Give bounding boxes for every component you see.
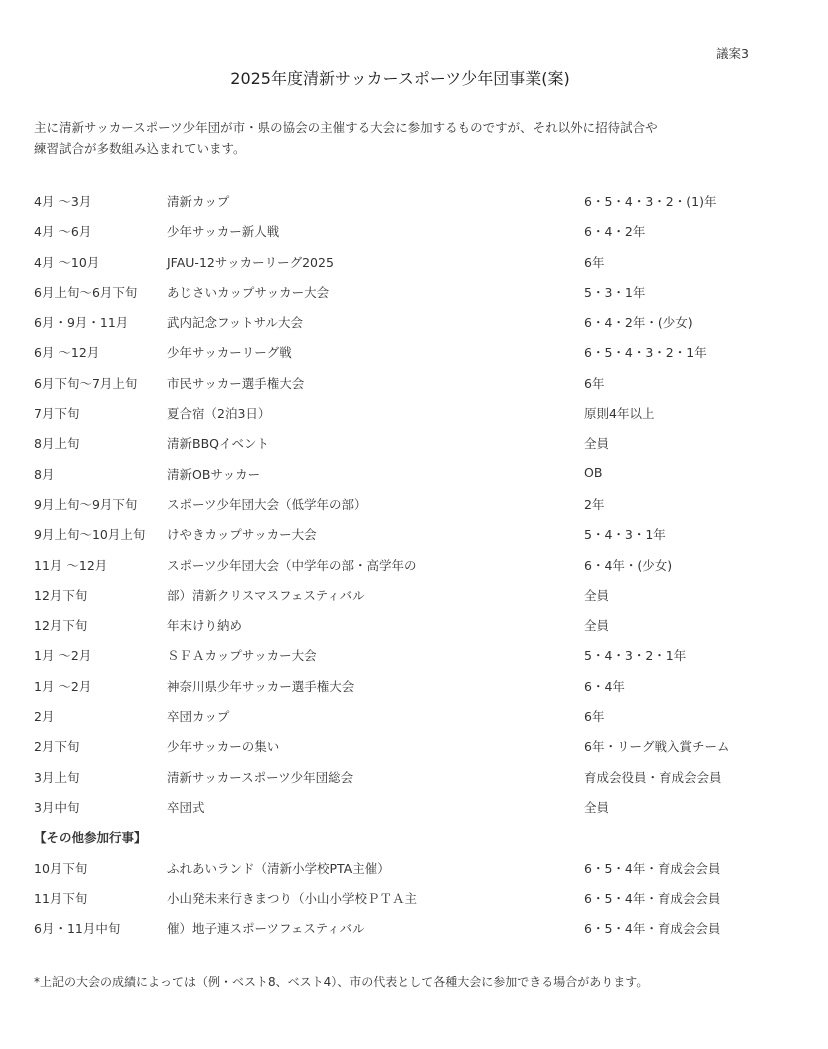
- row-target: 5・4・3・2・1年: [584, 648, 687, 664]
- row-event: 年末けり納め: [167, 618, 243, 634]
- schedule-row: [0, 521, 828, 551]
- row-target: 5・4・3・1年: [584, 527, 666, 543]
- schedule-row: [0, 764, 828, 794]
- other-event-row: [0, 885, 828, 915]
- schedule-row: [0, 339, 828, 369]
- row-event: 神奈川県少年サッカー選手権大会: [167, 678, 355, 694]
- row-target: 6・4・2年・(少女): [584, 315, 693, 331]
- schedule-row: [0, 461, 828, 491]
- schedule-row: [0, 612, 828, 642]
- row-date: 4月 ～3月: [34, 194, 92, 209]
- row-target: 全員: [584, 587, 610, 603]
- intro-line-2: 練習試合が多数組み込まれています。: [34, 141, 246, 156]
- row-target: 育成会役員・育成会会員: [584, 769, 722, 785]
- row-target: 全員: [584, 618, 610, 634]
- row-date: 2月: [34, 709, 55, 725]
- schedule-row: [0, 370, 828, 400]
- row-date: 6月下旬～7月上旬: [34, 375, 138, 391]
- other-event-row: [0, 915, 828, 945]
- row-date: 7月下旬: [34, 406, 80, 422]
- row-target: 6・5・4年・育成会会員: [584, 921, 721, 937]
- row-target: 6年・リーグ戦入賞チーム: [584, 739, 730, 755]
- row-event: 卒団カップ: [167, 709, 230, 725]
- row-event: スポーツ少年団大会（中学年の部・高学年の: [167, 557, 417, 573]
- schedule-row: [0, 400, 828, 430]
- schedule-row: [0, 733, 828, 763]
- row-date: 11月下旬: [34, 890, 88, 906]
- row-date: 6月上旬～6月下旬: [34, 284, 138, 300]
- row-event: ふれあいランド（清新小学校PTA主催）: [167, 860, 390, 876]
- row-target: 6・4年・(少女): [584, 557, 673, 573]
- schedule-table: [0, 188, 828, 945]
- row-date: 9月上旬～10月上旬: [34, 527, 146, 543]
- row-event: 清新サッカースポーツ少年団総会: [167, 769, 354, 785]
- schedule-row: [0, 218, 828, 248]
- schedule-row: [0, 249, 828, 279]
- row-target: OB: [584, 464, 603, 480]
- document-title: 2025年度清新サッカースポーツ少年団事業(案): [230, 69, 570, 88]
- other-events-heading: 【その他参加行事】: [34, 830, 147, 846]
- schedule-row: [0, 673, 828, 703]
- row-date: 6月・11月中旬: [34, 921, 121, 937]
- row-target: 6年: [584, 254, 605, 270]
- row-event: 小山発未来行きまつり（小山小学校ＰＴＡ主: [167, 890, 418, 906]
- row-event: 部）清新クリスマスフェスティバル: [167, 587, 365, 603]
- row-event: あじさいカップサッカー大会: [167, 284, 330, 300]
- schedule-row: [0, 188, 828, 218]
- row-event: 武内記念フットサル大会: [167, 315, 304, 331]
- row-date: 3月中旬: [34, 799, 80, 815]
- row-date: 1月 ～2月: [34, 648, 92, 664]
- row-date: 12月下旬: [34, 587, 88, 603]
- row-event: 清新BBQイベント: [167, 436, 269, 452]
- row-date: 8月: [34, 466, 55, 482]
- row-target: 全員: [584, 799, 610, 815]
- row-event: JFAU-12サッカーリーグ2025: [167, 254, 334, 270]
- row-date: 6月 ～12月: [34, 345, 100, 361]
- row-event: 少年サッカー新人戦: [167, 224, 280, 240]
- row-date: 12月下旬: [34, 618, 88, 634]
- schedule-row: [0, 430, 828, 460]
- row-event: けやきカップサッカー大会: [167, 527, 317, 543]
- row-date: 4月 ～6月: [34, 224, 92, 240]
- row-target: 6・5・4年・育成会会員: [584, 860, 721, 876]
- row-date: 4月 ～10月: [34, 254, 100, 270]
- row-target: 6・4年: [584, 678, 625, 694]
- row-date: 9月上旬～9月下旬: [34, 496, 138, 512]
- row-date: 6月・9月・11月: [34, 315, 129, 331]
- row-event: 清新カップ: [167, 194, 230, 209]
- schedule-row: [0, 703, 828, 733]
- row-date: 8月上旬: [34, 436, 80, 452]
- row-target: 6・5・4・3・2・(1)年: [584, 194, 717, 209]
- row-target: 6・4・2年: [584, 224, 646, 240]
- row-event: 卒団式: [167, 799, 205, 815]
- row-event: 清新OBサッカー: [167, 466, 261, 482]
- row-event: 催）地子連スポーツフェスティバル: [167, 921, 365, 937]
- schedule-row: [0, 794, 828, 824]
- row-date: 3月上旬: [34, 769, 80, 785]
- footnote: *上記の大会の成績によっては（例・ベスト8、ベスト4）、市の代表として各種大会に参加できる場合があります。: [34, 975, 649, 989]
- row-target: 6・5・4年・育成会会員: [584, 890, 721, 906]
- other-event-row: [0, 855, 828, 885]
- schedule-row: [0, 309, 828, 339]
- row-target: 6年: [584, 709, 605, 725]
- row-target: 2年: [584, 496, 605, 512]
- row-event: ＳＦＡカップサッカー大会: [167, 648, 317, 664]
- row-date: 1月 ～2月: [34, 678, 92, 694]
- row-target: 原則4年以上: [584, 406, 655, 422]
- agenda-number: 議案3: [716, 46, 749, 61]
- row-target: 6年: [584, 375, 605, 391]
- other-events-heading-row: [0, 824, 828, 854]
- row-event: 市民サッカー選手権大会: [167, 375, 305, 391]
- schedule-row: [0, 642, 828, 672]
- row-target: 全員: [584, 436, 610, 452]
- intro-line-1: 主に清新サッカースポーツ少年団が市・県の協会の主催する大会に参加するものですが、それ以外に招待試合や: [34, 120, 658, 135]
- schedule-row: [0, 279, 828, 309]
- row-target: 5・3・1年: [584, 284, 646, 300]
- row-date: 2月下旬: [34, 739, 80, 755]
- schedule-row: [0, 491, 828, 521]
- row-date: 11月 ～12月: [34, 557, 108, 573]
- schedule-row: [0, 552, 828, 582]
- schedule-row: [0, 582, 828, 612]
- row-date: 10月下旬: [34, 860, 88, 876]
- row-target: 6・5・4・3・2・1年: [584, 345, 707, 361]
- row-event: 夏合宿（2泊3日）: [167, 406, 271, 422]
- row-event: 少年サッカーリーグ戦: [167, 345, 292, 361]
- row-event: 少年サッカーの集い: [167, 739, 280, 755]
- row-event: スポーツ少年団大会（低学年の部）: [167, 496, 367, 512]
